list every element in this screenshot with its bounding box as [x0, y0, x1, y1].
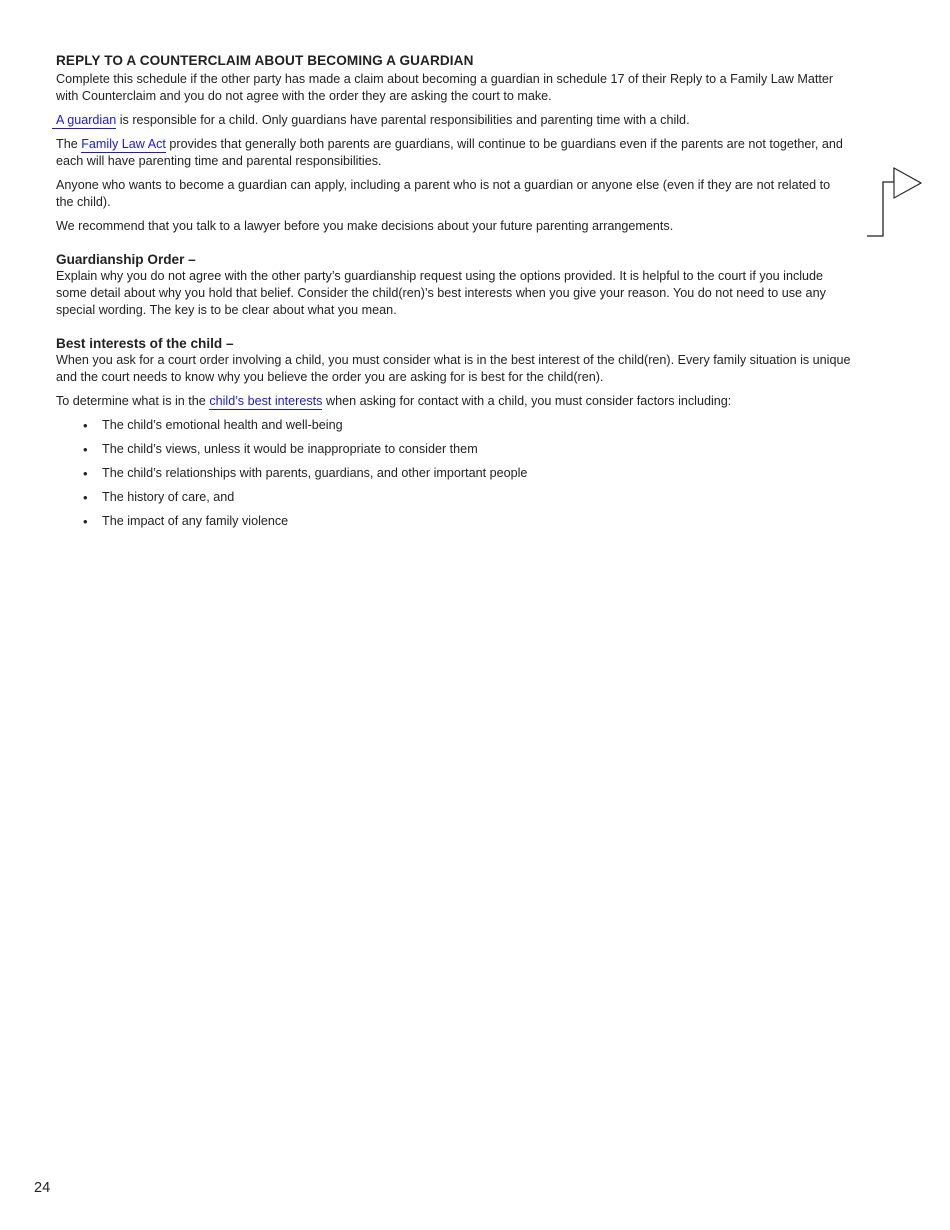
best-interests-link[interactable]: child’s best interests	[209, 394, 323, 408]
fla-pre-text: The	[56, 137, 82, 151]
determine-paragraph	[56, 393, 851, 410]
list-item: • The child’s emotional health and well-being	[56, 417, 851, 434]
best-interests-heading: Best interests of the child –	[56, 336, 234, 351]
list-item: • The impact of any family violence	[56, 513, 851, 530]
document-content	[56, 52, 851, 537]
flag-arrow-icon	[866, 166, 922, 238]
guardianship-order-heading: Guardianship Order –	[56, 252, 196, 267]
determine-text: when asking for contact with a child, you must consider factors including:	[322, 394, 732, 408]
list-item: • The history of care, and	[56, 489, 851, 506]
list-item: • The child’s views, unless it would be inappropriate to consider them	[56, 441, 851, 458]
best-interests-text: When you ask for a court order involving a child, you must consider what is in the best interest of the child(ren). Every family situation is unique and the court needs to know why you believe the order you are asking for is best for the child(ren).	[56, 353, 851, 384]
page-number: 24	[34, 1180, 51, 1196]
anyone-paragraph: Anyone who wants to become a guardian can apply, including a parent who is not a guardian or anyone else (even if they are not related to the child).	[56, 178, 831, 209]
determine-pre-text: To determine what is in the	[56, 394, 210, 408]
factors-list	[56, 417, 851, 530]
fla-text: provides that generally both parents are guardians, will continue to be guardians even if the parents are not together, and each will have parenting time and parental responsibilities.	[56, 137, 843, 168]
guardian-text: is responsible for a child. Only guardians have parental responsibilities and parenting time with a child.	[116, 113, 690, 127]
guardian-link[interactable]: A guardian	[52, 113, 116, 129]
page-heading: REPLY TO A COUNTERCLAIM ABOUT BECOMING A GUARDIAN	[56, 53, 474, 68]
recommend-paragraph: We recommend that you talk to a lawyer before you make decisions about your future parenting arrangements.	[56, 219, 674, 233]
list-item: • The child’s relationships with parents, guardians, and other important people	[56, 465, 851, 482]
guardian-paragraph	[56, 112, 851, 129]
intro-paragraph: Complete this schedule if the other party has made a claim about becoming a guardian in schedule 17 of their Reply to a Family Law Matter with Counterclaim and you do not agree with the order they are asking the court to make.	[56, 72, 834, 103]
family-law-act-paragraph	[56, 136, 851, 170]
family-law-act-link[interactable]: Family Law Act	[81, 137, 166, 151]
guardianship-order-text: Explain why you do not agree with the other party’s guardianship request using the options provided. It is helpful to the court if you include some detail about why you hold that belief. Consider the child(ren)’s best interests when you give your reason. You do not need to use any special wording. The key is to be clear about what you mean.	[56, 269, 826, 317]
